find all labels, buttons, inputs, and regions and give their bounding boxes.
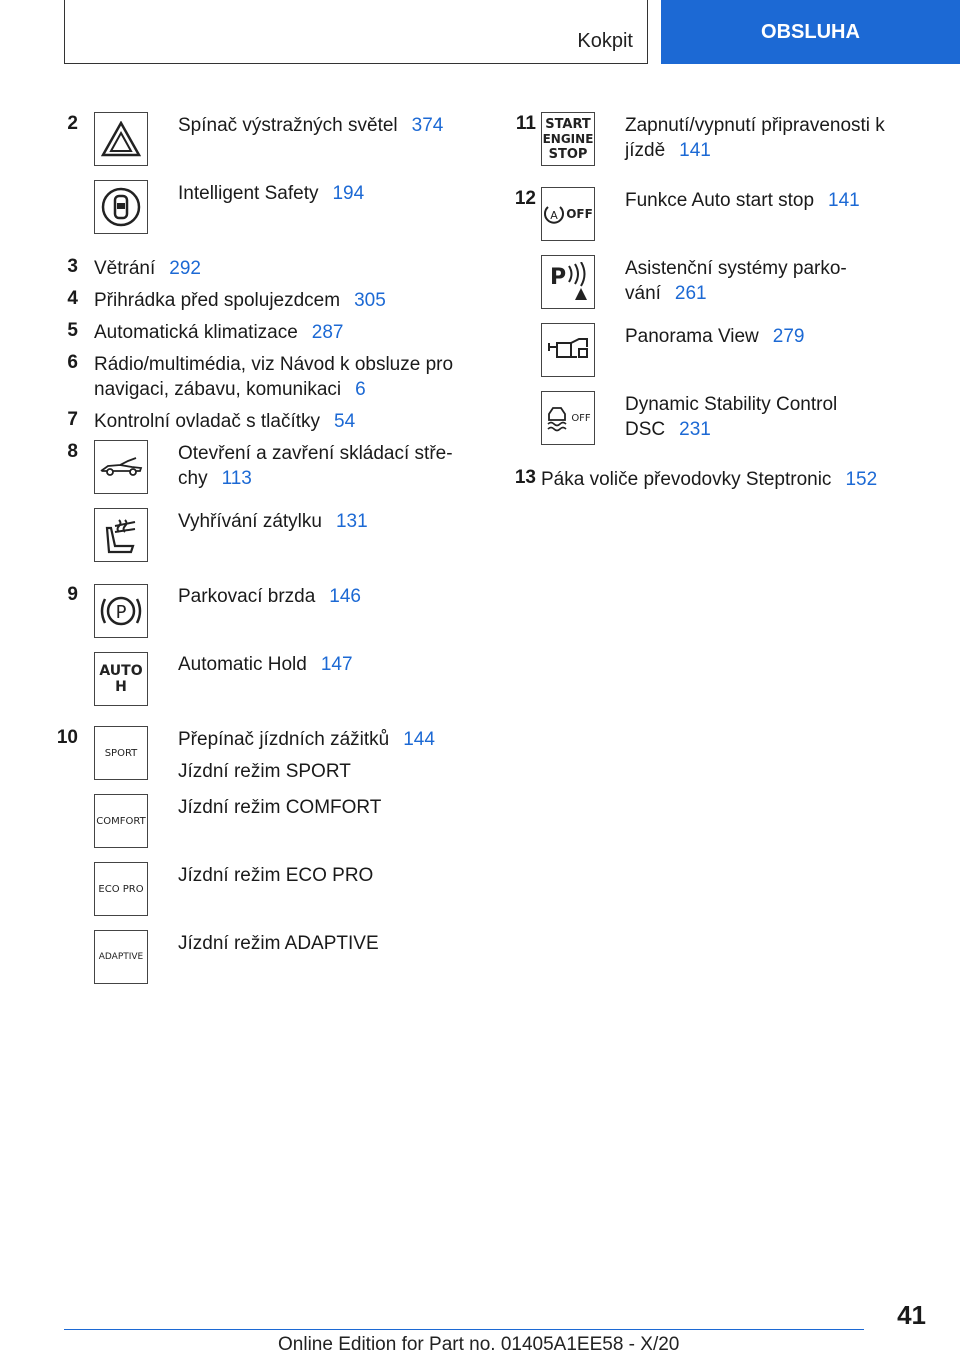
header-section-title: Kokpit: [577, 30, 633, 52]
page-link[interactable]: 113: [221, 468, 252, 489]
panorama-view-icon: [541, 323, 595, 377]
dsc-entry: Dynamic Stability Control DSC 231: [625, 394, 838, 440]
parking-brake-entry: Parkovací brzda 146: [178, 586, 361, 607]
page-link[interactable]: 144: [403, 729, 435, 750]
item-number: 6: [67, 352, 78, 373]
svg-text:P: P: [550, 265, 567, 290]
hazard-warning-entry: Spínač výstražných světel 374: [178, 115, 444, 136]
item-number: 10: [56, 727, 78, 748]
page-link[interactable]: 147: [320, 654, 353, 675]
eco-pro-mode-icon: ECO PRO: [94, 862, 148, 916]
parking-brake-icon: [94, 584, 148, 638]
comfort-mode-icon: COMFORT: [94, 794, 148, 848]
page-link[interactable]: 141: [679, 140, 711, 161]
page-link[interactable]: 374: [411, 115, 444, 136]
auto-start-stop-entry: Funkce Auto start stop 141: [625, 190, 860, 211]
auto-hold-icon: AUTO H: [94, 652, 148, 706]
auto-hold-entry: Automatic Hold 147: [178, 654, 353, 675]
page-link[interactable]: 261: [674, 283, 707, 304]
neck-warmer-entry: Vyhřívání zátylku 131: [178, 511, 368, 532]
eco-pro-mode-entry: Jízdní režim ECO PRO: [178, 865, 374, 886]
item-number: 8: [67, 441, 78, 462]
auto-start-stop-icon: A OFF: [541, 187, 595, 241]
footer-edition: Online Edition for Part no. 01405A1EE58 - X/20: [278, 1334, 680, 1355]
page-number: 41: [897, 1300, 926, 1330]
page-link[interactable]: 131: [335, 511, 368, 532]
intelligent-safety-icon: [94, 180, 148, 234]
steptronic-selector-entry: Páka voliče převodovky Steptronic 152: [541, 469, 878, 490]
intelligent-safety-entry: Intelligent Safety 194: [178, 183, 365, 204]
svg-text:P: P: [115, 602, 127, 623]
climate-control-entry: Automatická klimatizace 287: [94, 322, 344, 343]
item-number: 9: [67, 584, 78, 605]
controller-entry: Kontrolní ovladač s tlačítky 54: [94, 411, 356, 432]
hazard-warning-icon: [94, 112, 148, 166]
page-link[interactable]: 141: [828, 190, 860, 211]
comfort-mode-entry: Jízdní režim COMFORT: [178, 797, 382, 818]
page-link[interactable]: 287: [311, 322, 344, 343]
page-link[interactable]: 152: [845, 469, 878, 490]
ventilation-entry: Větrání 292: [94, 258, 201, 279]
item-number: 7: [67, 409, 78, 430]
page-link[interactable]: 194: [332, 183, 365, 204]
page-link[interactable]: 231: [679, 419, 711, 440]
svg-text:A: A: [550, 209, 558, 222]
page-link[interactable]: 279: [772, 326, 805, 347]
item-number: 5: [67, 320, 78, 341]
start-stop-engine-icon: START ENGINE STOP: [541, 112, 595, 166]
page-link[interactable]: 146: [329, 586, 361, 607]
sport-mode-icon: SPORT: [94, 726, 148, 780]
radio-multimedia-entry: Rádio/multimédia, viz Návod k obsluze pro navigaci, zábavu, komunikaci 6: [94, 354, 454, 400]
item-number: 12: [514, 188, 536, 209]
convertible-roof-entry: Otevření a zavření skládací stře- chy 113: [178, 443, 453, 489]
panorama-view-entry: Panorama View 279: [625, 326, 805, 347]
item-number: 3: [67, 256, 78, 277]
item-number: 2: [67, 113, 78, 134]
page-link[interactable]: 6: [355, 379, 366, 400]
adaptive-mode-icon: ADAPTIVE: [94, 930, 148, 984]
driving-experience-entry: Přepínač jízdních zážitků 144 Jízdní režim SPORT: [178, 729, 435, 782]
convertible-roof-icon: [94, 440, 148, 494]
glovebox-entry: Přihrádka před spolujezdcem 305: [94, 290, 386, 311]
item-number: 13: [514, 467, 536, 488]
drive-readiness-entry: Zapnutí/vypnutí připravenosti k jízdě 141: [625, 115, 885, 161]
header-box: [64, 0, 648, 64]
item-number: 11: [515, 113, 536, 134]
page-link[interactable]: 292: [169, 258, 201, 279]
page-link[interactable]: 305: [354, 290, 386, 311]
dsc-off-icon: OFF: [541, 391, 595, 445]
adaptive-mode-entry: Jízdní režim ADAPTIVE: [178, 933, 379, 954]
parking-assist-entry: Asistenční systémy parko- vání 261: [625, 258, 847, 304]
item-number: 4: [67, 288, 78, 309]
footer-divider: [64, 1329, 864, 1330]
page-link[interactable]: 54: [334, 411, 356, 432]
parking-assist-icon: [541, 255, 595, 309]
header-chapter-tab[interactable]: OBSLUHA: [661, 0, 960, 64]
neck-warmer-icon: [94, 508, 148, 562]
